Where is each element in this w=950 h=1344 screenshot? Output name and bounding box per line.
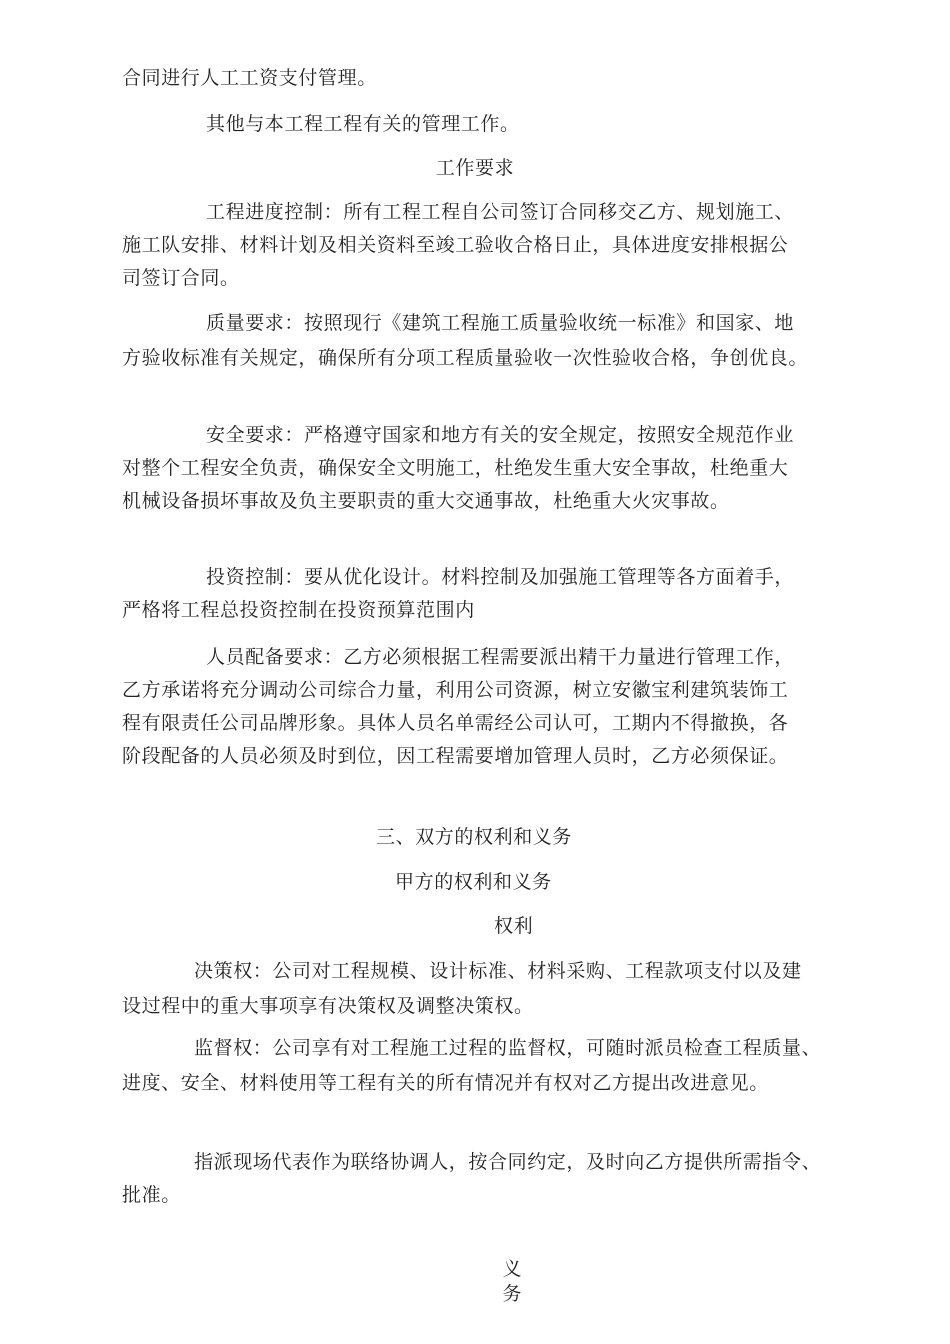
paragraph-line: 阶段配备的人员必须及时到位，因工程需要增加管理人员时，乙方必须保证。 bbox=[122, 745, 789, 767]
chapter-heading: 三、双方的权利和义务 bbox=[376, 826, 573, 848]
vertical-heading-char: 义 bbox=[502, 1258, 522, 1280]
paragraph-line: 机械设备损坏事故及负主要职责的重大交通事故，杜绝重大火灾事故。 bbox=[122, 490, 730, 512]
paragraph-line: 进度、安全、材料使用等工程有关的所有情况并有权对乙方提出改进意见。 bbox=[122, 1072, 769, 1094]
paragraph-line: 设过程中的重大事项享有决策权及调整决策权。 bbox=[122, 995, 534, 1017]
paragraph-line: 程有限责任公司品牌形象。具体人员名单需经公司认可，工期内不得撤换，各 bbox=[122, 712, 789, 734]
subsection-heading: 权利 bbox=[494, 915, 534, 937]
paragraph-line: 投资控制：要从优化设计。材料控制及加强施工管理等各方面着手， bbox=[206, 566, 795, 588]
paragraph-line: 对整个工程安全负责，确保安全文明施工，杜绝发生重大安全事故，杜绝重大 bbox=[122, 457, 789, 479]
section-heading: 工作要求 bbox=[435, 157, 515, 179]
paragraph-line: 指派现场代表作为联络协调人，按合同约定，及时向乙方提供所需指令、 bbox=[194, 1151, 822, 1173]
paragraph-line: 方验收标准有关规定，确保所有分项工程质量验收一次性验收合格，争创优良。 bbox=[122, 347, 809, 369]
paragraph-line: 合同进行人工工资支付管理。 bbox=[122, 67, 377, 89]
paragraph-line: 批准。 bbox=[122, 1184, 181, 1206]
paragraph-line: 监督权：公司享有对工程施工过程的监督权，可随时派员检查工程质量、 bbox=[194, 1037, 822, 1059]
paragraph-line: 其他与本工程工程有关的管理工作。 bbox=[206, 113, 520, 135]
vertical-heading-char: 务 bbox=[502, 1283, 522, 1305]
subsection-heading: 甲方的权利和义务 bbox=[395, 871, 552, 893]
paragraph-line: 严格将工程总投资控制在投资预算范围内 bbox=[122, 599, 475, 621]
paragraph-line: 安全要求：严格遵守国家和地方有关的安全规定，按照安全规范作业 bbox=[206, 424, 795, 446]
paragraph-line: 施工队安排、材料计划及相关资料至竣工验收合格日止，具体进度安排根据公 bbox=[122, 234, 789, 256]
paragraph-line: 决策权：公司对工程规模、设计标准、材料采购、工程款项支付以及建 bbox=[194, 960, 802, 982]
paragraph-line: 司签订合同。 bbox=[122, 267, 240, 289]
paragraph-line: 工程进度控制：所有工程工程自公司签订合同移交乙方、规划施工、 bbox=[206, 201, 795, 223]
paragraph-line: 乙方承诺将充分调动公司综合力量，利用公司资源，树立安徽宝利建筑装饰工 bbox=[122, 679, 789, 701]
paragraph-line: 人员配备要求：乙方必须根据工程需要派出精干力量进行管理工作， bbox=[206, 646, 795, 668]
paragraph-line: 质量要求：按照现行《建筑工程施工质量验收统一标准》和国家、地 bbox=[206, 312, 795, 334]
